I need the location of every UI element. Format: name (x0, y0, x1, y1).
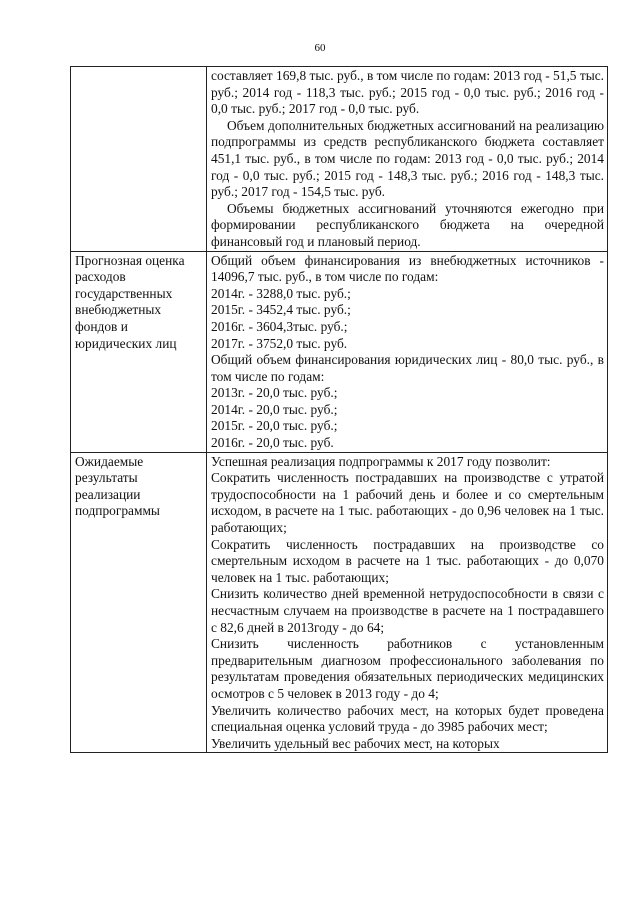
paragraph: составляет 169,8 тыс. руб., в том числе по годам: 2013 год - 51,5 тыс. руб.; 2014 год - 118,3 тыс. руб.; 2015 год - 0,0 тыс. руб.; 2016 год - 0,0 тыс. руб.; 2017 год - 0,0 тыс. руб. (211, 68, 604, 117)
row-content (207, 67, 608, 252)
table-row (71, 251, 608, 452)
paragraph: 2016г. - 20,0 тыс. руб. (211, 435, 334, 451)
page-number: 60 (314, 42, 326, 54)
paragraph: Увеличить количество рабочих мест, на которых будет проведена специальная оценка условий труда - до 3985 рабочих мест; (211, 702, 604, 735)
paragraph: Объем дополнительных бюджетных ассигнований на реализацию подпрограммы из средств республиканского бюджета составляет 451,1 тыс. руб., в том числе по годам: 2013 год - 0,0 тыс. руб.; 2014 год - 0,0 тыс. руб.; 2015 год - 148,3 тыс. руб.; 2016 год - 148,3 тыс. руб.; 2017 год - 154,5 тыс. руб. (211, 117, 604, 200)
row-content (207, 452, 608, 753)
paragraph: 2017г. - 3752,0 тыс. руб. (211, 335, 348, 351)
table-row (71, 67, 608, 252)
row-label (71, 67, 207, 252)
paragraph: 2013г. - 20,0 тыс. руб.; (211, 385, 338, 401)
passport-table (70, 66, 608, 753)
paragraph: Объемы бюджетных ассигнований уточняются ежегодно при формировании республиканского бюджета на очередной финансовый год и плановый период. (211, 200, 604, 249)
paragraph: 2016г. - 3604,3тыс. руб.; (211, 318, 348, 334)
table-row (71, 452, 608, 753)
paragraph: Успешная реализация подпрограммы к 2017 году позволит: (211, 453, 551, 469)
row-label: Прогнозная оценка расходов государственных внебюджетных фондов и юридических лиц (71, 251, 207, 452)
paragraph: Общий объем финансирования юридических лиц - 80,0 тыс. руб., в том числе по годам: (211, 352, 604, 384)
paragraph: Сократить численность пострадавших на производстве с утратой трудоспособности на 1 рабочий день и более и со смертельным исходом, в расчете на 1 тыс. работающих - до 0,96 человек на 1 тыс. работающих; (211, 470, 604, 536)
paragraph: Общий объем финансирования из внебюджетных источников - 14096,7 тыс. руб., в том числе по годам: (211, 252, 604, 285)
paragraph: Сократить численность пострадавших на производстве со смертельным исходом в расчете на 1 тыс. работающих - до 0,070 человек на 1 тыс. работающих; (211, 536, 604, 585)
row-label: Ожидаемые результаты реализации подпрограммы (71, 452, 207, 753)
paragraph: Снизить количество дней временной нетрудоспособности в связи с несчастным случаем на производстве в расчете на 1 пострадавшего с 82,6 дней в 2013году - до 64; (211, 586, 604, 635)
paragraph: Снизить численность работников с установленным предварительным диагнозом профессионального заболевания по результатам проведения обязательных периодических медицинских осмотров с 5 человек в 2013 году - до 4; (211, 636, 604, 701)
paragraph: 2014г. - 3288,0 тыс. руб.; (211, 285, 351, 301)
row-content (207, 251, 608, 452)
paragraph: 2014г. - 20,0 тыс. руб.; (211, 401, 338, 417)
paragraph: 2015г. - 3452,4 тыс. руб.; (211, 302, 351, 318)
paragraph: 2015г. - 20,0 тыс. руб.; (211, 418, 338, 434)
paragraph: Увеличить удельный вес рабочих мест, на которых (211, 735, 500, 751)
